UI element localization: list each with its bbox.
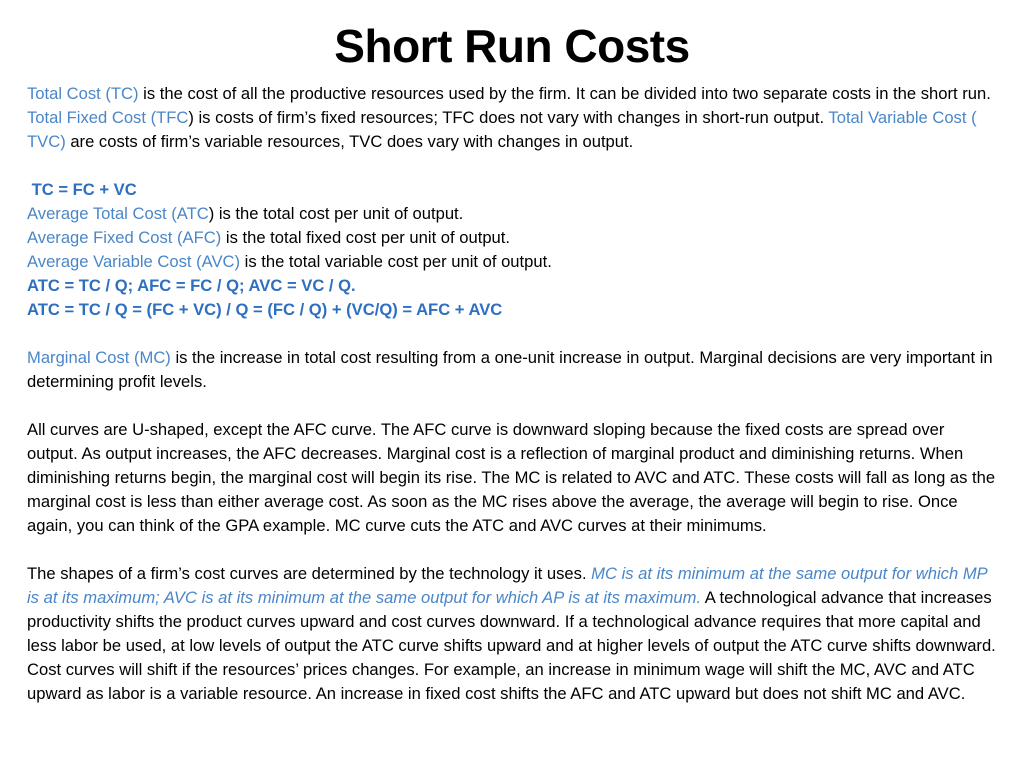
- term-total-variable-cost: Total Variable Cost ( TVC): [27, 108, 977, 151]
- term-average-total-cost: Average Total Cost (ATC: [27, 204, 209, 223]
- term-average-variable-cost: Average Variable Cost (AVC): [27, 252, 241, 271]
- slide-title: Short Run Costs: [334, 20, 690, 72]
- spacer: [27, 394, 999, 418]
- spacer: [27, 154, 999, 178]
- spacer: [27, 538, 999, 562]
- slide-body: [27, 82, 999, 706]
- shapes-lead: The shapes of a firm’s cost curves are determined by the technology it uses.: [27, 564, 592, 583]
- avc-definition: is the total variable cost per unit of output.: [240, 252, 552, 271]
- formula-total-cost: TC = FC + VC: [27, 180, 137, 199]
- marginal-cost-paragraph: [27, 346, 999, 394]
- total-cost-definition: is the cost of all the productive resources used by the firm. It can be divided into two separate costs in the short run.: [138, 84, 991, 103]
- term-average-fixed-cost: Average Fixed Cost (AFC): [27, 228, 222, 247]
- intro-paragraph: [27, 82, 999, 154]
- marginal-cost-definition: is the increase in total cost resulting from a one-unit increase in output. Marginal decisions are very important in determining profit levels.: [27, 348, 993, 391]
- atc-definition-line: [27, 202, 999, 226]
- term-total-cost: Total Cost (TC): [27, 84, 139, 103]
- shapes-paragraph: [27, 562, 999, 706]
- spacer: [27, 322, 999, 346]
- shapes-rest: A technological advance that increases productivity shifts the product curves upward and cost curves downward. If a technological advance requires that more capital and less labor be used, at low levels of output the ATC curve shifts upward and at higher levels of output the ATC curve shifts downward. Cost curves will shift if the resources’ prices changes. For example, an increase in minimum wage will shift the MC, AVC and ATC upward as labor is a variable resource. An increase in fixed cost shifts the AFC and ATC upward but does not shift MC and AVC.: [27, 588, 996, 703]
- total-fixed-cost-definition: ) is costs of firm’s fixed resources; TFC does not vary with changes in short-run output.: [188, 108, 829, 127]
- total-variable-cost-definition: are costs of firm’s variable resources, TVC does vary with changes in output.: [65, 132, 634, 151]
- formula-averages: ATC = TC / Q; AFC = FC / Q; AVC = VC / Q.: [27, 276, 356, 295]
- atc-definition: ) is the total cost per unit of output.: [208, 204, 464, 223]
- avc-definition-line: [27, 250, 999, 274]
- shapes-emphasis: MC is at its minimum at the same output for which MP is at its maximum; AVC is at its minimum at the same output for which AP is at its maximum.: [27, 564, 988, 607]
- term-total-fixed-cost: Total Fixed Cost (TFC: [27, 108, 189, 127]
- formula-atc-expansion: ATC = TC / Q = (FC + VC) / Q = (FC / Q) + (VC/Q) = AFC + AVC: [27, 300, 503, 319]
- term-marginal-cost: Marginal Cost (MC): [27, 348, 171, 367]
- afc-definition-line: [27, 226, 999, 250]
- curves-paragraph: All curves are U-shaped, except the AFC curve. The AFC curve is downward sloping because the fixed costs are spread over output. As output increases, the AFC decreases. Marginal cost is a reflection of marginal product and diminishing returns. When diminishing returns begin, the marginal cost will begin its rise. The MC is related to AVC and ATC. These costs will fall as long as the marginal cost is less than either average cost. As soon as the MC rises above the average, the average will begin to rise. Once again, you can think of the GPA example. MC curve cuts the ATC and AVC curves at their minimums.: [27, 420, 996, 535]
- afc-definition: is the total fixed cost per unit of output.: [221, 228, 510, 247]
